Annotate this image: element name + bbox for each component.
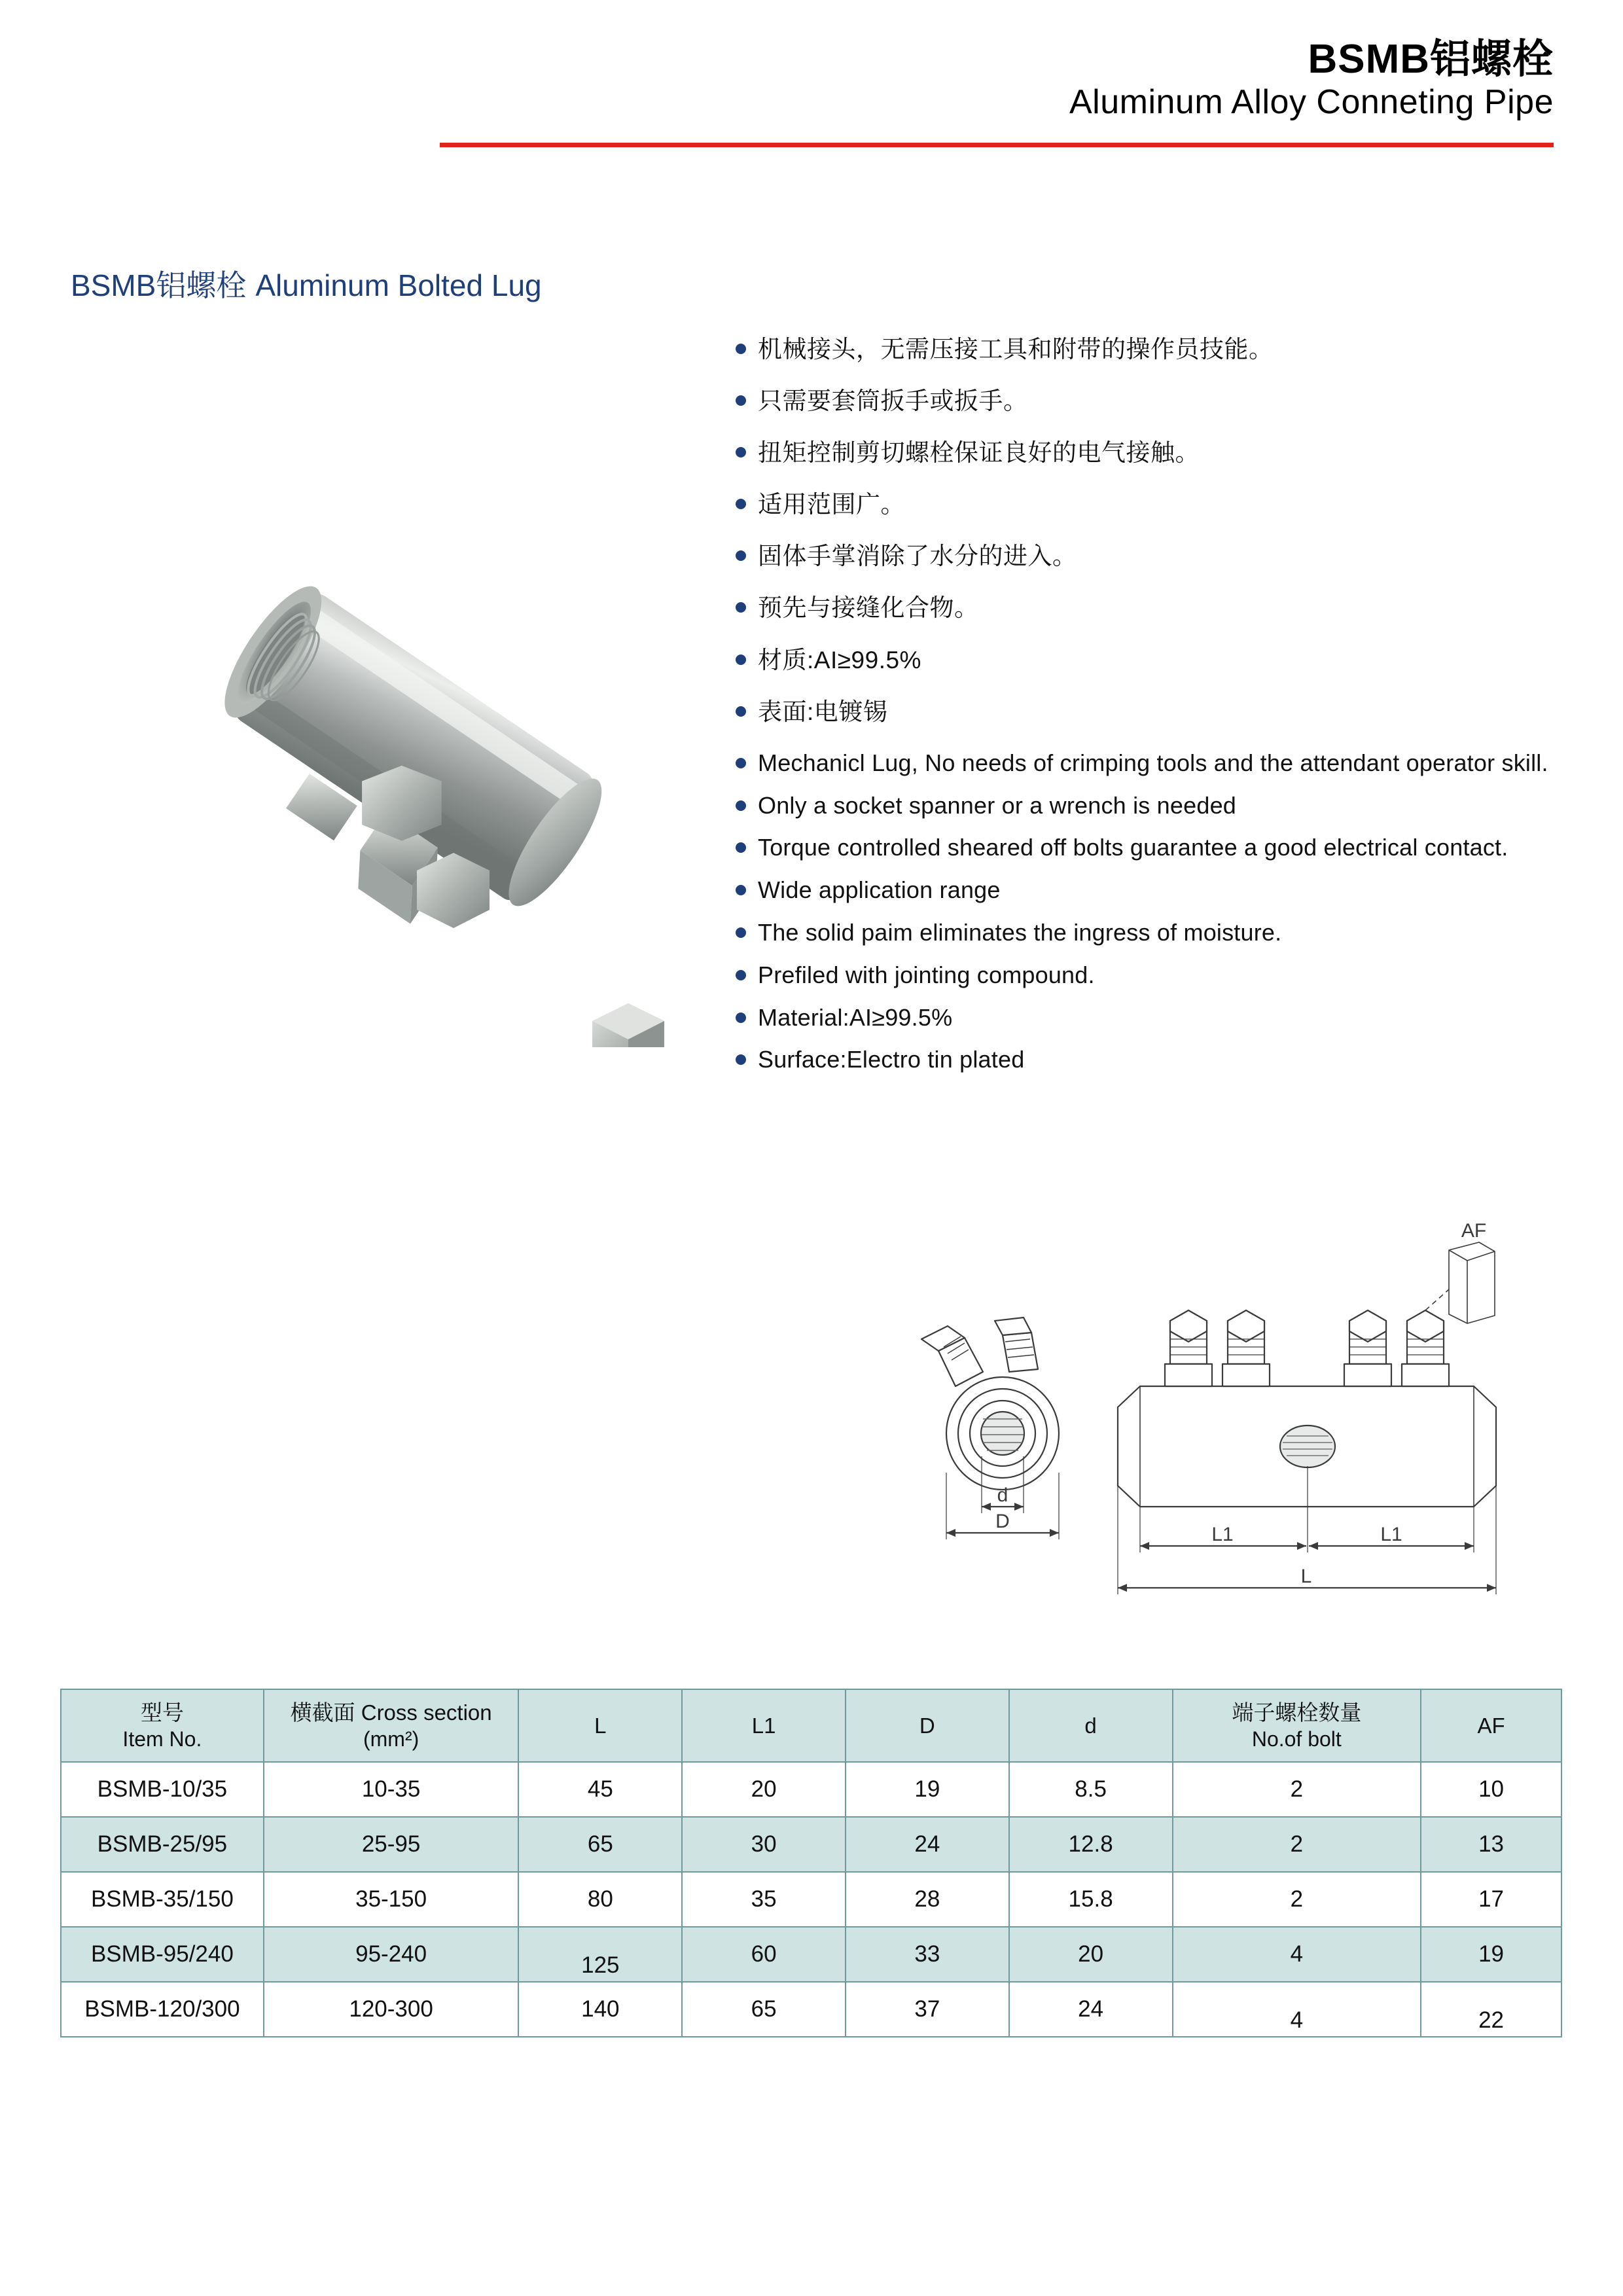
features-list-cn [732,334,1576,728]
header-title-en: Aluminum Alloy Conneting Pipe [1069,83,1554,121]
cell-d-big: 24 [846,1817,1009,1872]
table-row [61,1927,1561,1982]
cell-no-of-bolt: 4 [1173,1927,1421,1982]
technical-drawing [910,1211,1551,1636]
dim-label-L1-left: L1 [1211,1524,1234,1545]
feature-text: Surface:Electro tin plated [758,1046,1025,1073]
cell-d-big: 19 [846,1762,1009,1817]
header-line-cn: L [594,1713,607,1738]
feature-text: 只需要套筒扳手或扳手。 [758,387,1028,415]
feature-text: 表面:电镀锡 [758,698,888,725]
table-header-cell [682,1689,846,1762]
dim-label-L1-right: L1 [1380,1524,1402,1545]
cell-d-small: 8.5 [1009,1762,1173,1817]
table-row [61,1872,1561,1927]
cell-no-of-bolt: 2 [1173,1817,1421,1872]
section-title [71,262,542,305]
header-line-en: (mm²) [363,1727,419,1751]
feature-text: 扭矩控制剪切螺栓保证良好的电气接触。 [758,439,1200,467]
list-item [732,1045,1576,1075]
page-header [0,0,1623,164]
feature-text: Prefiled with jointing compound. [758,961,1095,988]
list-item [732,592,1576,624]
list-item [732,334,1576,365]
table-header-row [61,1689,1561,1762]
table-row [61,1762,1561,1817]
dimension-drawing [910,1211,1551,1636]
dim-label-AF: AF [1461,1220,1487,1242]
feature-text: 适用范围广。 [758,491,905,518]
header-line-cn: L1 [751,1713,776,1738]
list-item [732,918,1576,948]
bolt-group [1165,1310,1449,1386]
cell-l1: 30 [682,1817,846,1872]
cell-l: 125 [518,1927,682,1982]
cell-l: 140 [518,1982,682,2037]
cell-l1: 60 [682,1927,846,1982]
header-line-cn: D [919,1713,935,1738]
cell-item-no: BSMB-35/150 [61,1872,264,1927]
header-line-cn: 横截面 Cross section [290,1700,492,1725]
cell-l1: 35 [682,1872,846,1927]
cell-af: 13 [1421,1817,1561,1872]
table-row [61,1817,1561,1872]
section-title-en: Aluminum Bolted Lug [255,268,542,302]
list-item [732,875,1576,906]
table-header-cell [1009,1689,1173,1762]
dim-label-L: L [1300,1566,1312,1587]
cell-cross-section: 10-35 [264,1762,519,1817]
cell-d-big: 33 [846,1927,1009,1982]
cell-l1: 65 [682,1982,846,2037]
feature-text: 预先与接缝化合物。 [758,594,979,622]
header-line-cn: 型号 [140,1700,184,1725]
list-item [732,748,1576,779]
cell-d-big: 28 [846,1872,1009,1927]
side-view [1118,1242,1496,1594]
header-red-rule [440,143,1554,147]
list-item [732,791,1576,821]
list-item [732,541,1576,572]
cell-l: 65 [518,1817,682,1872]
aluminum-bolted-lug-photo [141,458,664,1047]
bolt-head-1 [592,1003,664,1047]
cell-cross-section: 25-95 [264,1817,519,1872]
cell-cross-section: 35-150 [264,1872,519,1927]
cell-af: 17 [1421,1872,1561,1927]
cell-d-small: 15.8 [1009,1872,1173,1927]
section-title-cn: BSMB铝螺栓 [71,268,247,302]
feature-text: The solid paim eliminates the ingress of moisture. [758,918,1282,946]
header-line-cn: AF [1477,1713,1505,1738]
spec-table [60,1689,1562,2037]
cell-no-of-bolt: 2 [1173,1872,1421,1927]
table-header-cell [1173,1689,1421,1762]
list-item [732,386,1576,417]
end-view [921,1318,1059,1539]
cell-l: 45 [518,1762,682,1817]
feature-text: Mechanicl Lug, No needs of crimping tools and the attendant operator skill. [758,749,1548,776]
cell-af: 19 [1421,1927,1561,1982]
cell-d-small: 24 [1009,1982,1173,2037]
list-item [732,1003,1576,1033]
cell-d-small: 12.8 [1009,1817,1173,1872]
cell-item-no: BSMB-120/300 [61,1982,264,2037]
table-header-cell [264,1689,519,1762]
list-item [732,960,1576,991]
list-item [732,437,1576,469]
dim-label-D: D [995,1511,1010,1532]
feature-text: Only a socket spanner or a wrench is needed [758,791,1237,819]
list-item [732,489,1576,520]
cell-item-no: BSMB-95/240 [61,1927,264,1982]
header-title-cn: BSMB铝螺栓 [1308,37,1554,82]
feature-text: 材质:AI≥99.5% [758,646,921,673]
list-item [732,645,1576,676]
cell-no-of-bolt: 4 [1173,1982,1421,2037]
header-line-cn: d [1084,1713,1097,1738]
cell-d-small: 20 [1009,1927,1173,1982]
feature-text: 固体手掌消除了水分的进入。 [758,543,1077,570]
cell-l: 80 [518,1872,682,1927]
cell-af: 10 [1421,1762,1561,1817]
list-item [732,833,1576,863]
cell-d-big: 37 [846,1982,1009,2037]
table-header-cell [518,1689,682,1762]
feature-text: Wide application range [758,876,1001,904]
table-header-cell [846,1689,1009,1762]
cell-no-of-bolt: 2 [1173,1762,1421,1817]
dim-label-d: d [997,1484,1008,1506]
table-header-cell [61,1689,264,1762]
features-list-en [732,748,1576,1075]
feature-text: Material:AI≥99.5% [758,1003,953,1031]
table-row [61,1982,1561,2037]
header-line-en: Item No. [122,1727,202,1751]
features-panel [732,334,1576,1087]
cell-item-no: BSMB-25/95 [61,1817,264,1872]
cell-item-no: BSMB-10/35 [61,1762,264,1817]
cell-cross-section: 120-300 [264,1982,519,2037]
product-photo [141,458,664,1047]
cell-cross-section: 95-240 [264,1927,519,1982]
feature-text: 机械接头，无需压接工具和附带的操作员技能。 [758,336,1274,363]
feature-text: Torque controlled sheared off bolts guarantee a good electrical contact. [758,834,1508,861]
spec-table-container [60,1689,1562,2037]
cell-af: 22 [1421,1982,1561,2037]
header-line-cn: 端子螺栓数量 [1232,1700,1362,1725]
list-item [732,696,1576,728]
cell-l1: 20 [682,1762,846,1817]
table-header-cell [1421,1689,1561,1762]
header-line-en: No.of bolt [1251,1727,1342,1751]
